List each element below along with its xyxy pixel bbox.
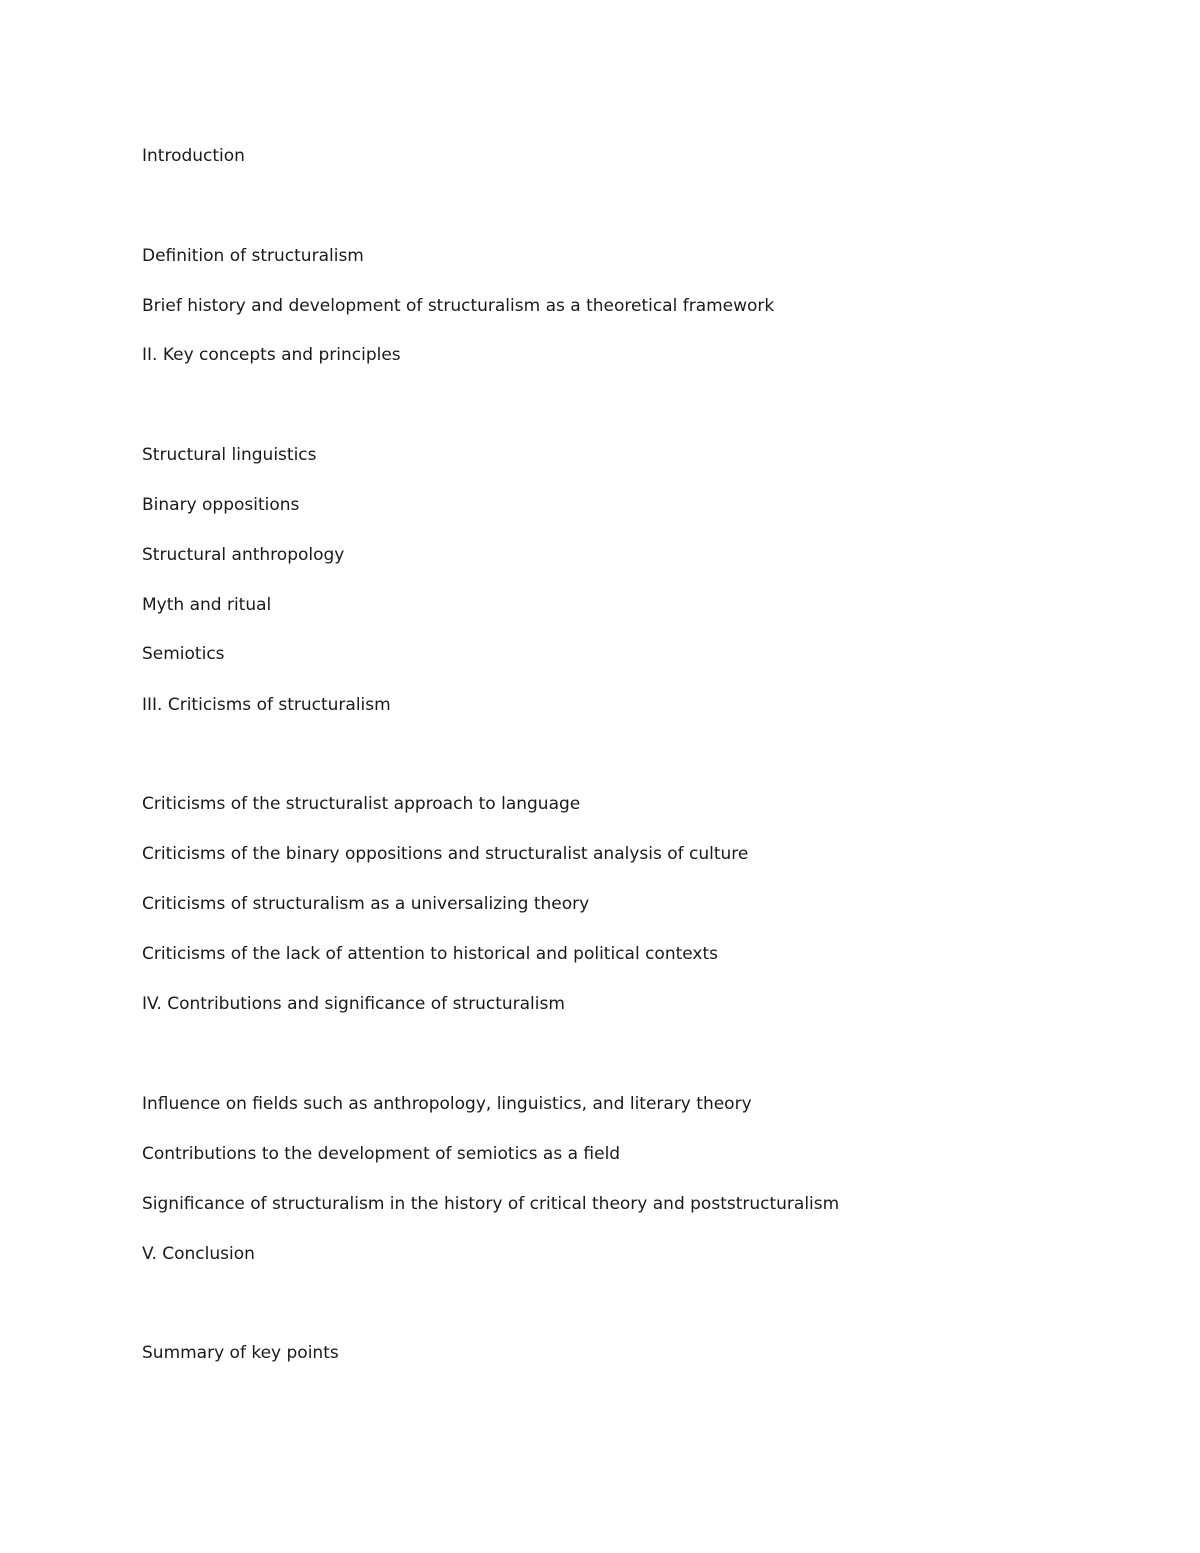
outline-item: Criticisms of the structuralist approach to language [142,794,581,814]
outline-item: Structural anthropology [142,545,345,565]
heading-key-concepts: II. Key concepts and principles [142,345,401,365]
outline-item: Criticisms of structuralism as a universalizing theory [142,894,590,914]
outline-item: Criticisms of the lack of attention to historical and political contexts [142,944,719,964]
outline-item: Brief history and development of structuralism as a theoretical framework [142,296,775,316]
heading-criticisms: III. Criticisms of structuralism [142,695,391,715]
outline-item: Binary oppositions [142,495,300,515]
outline-item: Structural linguistics [142,445,317,465]
heading-introduction: Introduction [142,146,245,166]
heading-contributions: IV. Contributions and significance of structuralism [142,994,565,1014]
outline-item: Definition of structuralism [142,246,364,266]
outline-item: Summary of key points [142,1343,339,1363]
outline-item: Influence on fields such as anthropology, linguistics, and literary theory [142,1094,752,1114]
outline-item: Significance of structuralism in the history of critical theory and poststructuralism [142,1194,840,1214]
outline-item: Contributions to the development of semiotics as a field [142,1144,621,1164]
outline-item: Myth and ritual [142,595,272,615]
heading-conclusion: V. Conclusion [142,1244,255,1264]
outline-item: Criticisms of the binary oppositions and structuralist analysis of culture [142,844,749,864]
outline-item: Semiotics [142,644,225,664]
